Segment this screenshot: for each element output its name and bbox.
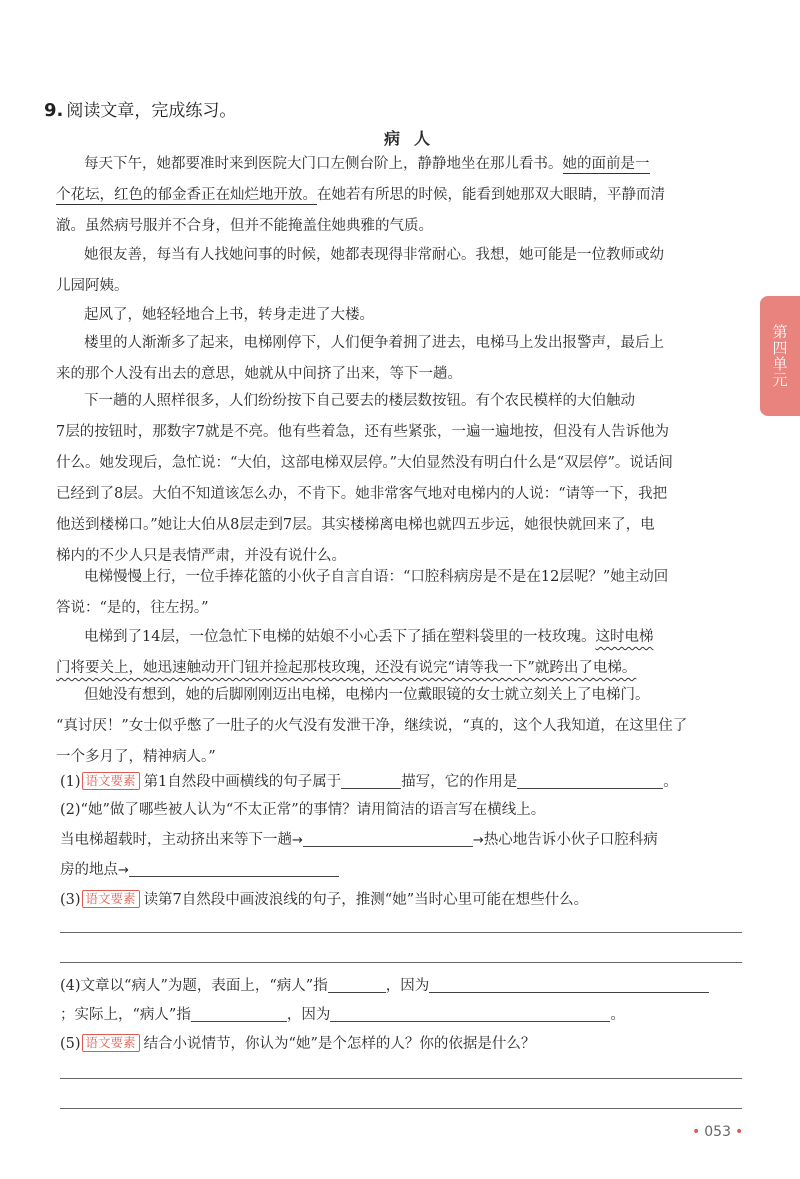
paragraph-text: 澈。虽然病号服并不合身，但并不能掩盖住她典雅的气质。 bbox=[56, 218, 433, 234]
paragraph-4 bbox=[56, 328, 756, 390]
answer-blank[interactable] bbox=[429, 976, 709, 993]
paragraph-5 bbox=[56, 386, 756, 572]
underlined-sentence: 她的面前是一 bbox=[562, 156, 650, 172]
paragraph-1 bbox=[56, 149, 756, 242]
question-text: 。 bbox=[663, 774, 678, 790]
page-number bbox=[688, 1124, 747, 1140]
question-text: 文章以“病人”为题，表面上，“病人”指 bbox=[80, 978, 328, 994]
badge-language-element: 语文要素 bbox=[82, 890, 140, 908]
exercise-heading bbox=[44, 96, 236, 121]
answer-blank[interactable] bbox=[341, 772, 401, 789]
exercise-number: 9. bbox=[44, 100, 64, 121]
paragraph-text: 儿园阿姨。 bbox=[56, 278, 129, 294]
question-number: (3) bbox=[60, 892, 81, 908]
paragraph-text: 已经到了8层。大伯不知道该怎么办，不肯下。她非常客气地对电梯内的人说：“请等一下，我把 bbox=[56, 486, 668, 502]
paragraph-text: 在她若有所思的时候，能看到她那双大眼睛，平静而清 bbox=[317, 187, 665, 203]
question-text: 描写，它的作用是 bbox=[401, 774, 518, 790]
question-text: 。 bbox=[610, 1007, 625, 1023]
question-text: 房的地点 bbox=[60, 862, 118, 878]
answer-blank[interactable] bbox=[303, 830, 473, 847]
answer-line[interactable] bbox=[60, 962, 742, 963]
paragraph-text: 来的那个人没有出去的意思，她就从中间挤了出来，等下一趟。 bbox=[56, 366, 462, 382]
unit-tab: 第四单元 bbox=[760, 296, 800, 416]
wavy-underlined-sentence: 门将要关上，她迅速触动开门钮并捡起那枝玫瑰，还没有说完“请等我一下”就跨出了电梯。 bbox=[56, 660, 637, 676]
paragraph-text: 一个多月了，精神病人。” bbox=[56, 749, 216, 765]
paragraph-2 bbox=[56, 240, 756, 302]
question-4 bbox=[60, 974, 709, 998]
paragraph-text: 他送到楼梯口。”她让大伯从8层走到7层。其实楼梯离电梯也就四五步远，她很快就回来了，电 bbox=[56, 517, 655, 533]
question-5 bbox=[60, 1032, 535, 1056]
wavy-underlined-sentence: 这时电梯 bbox=[595, 629, 654, 645]
paragraph-text: 电梯到了14层，一位急忙下电梯的姑娘不小心丢下了插在塑料袋里的一枝玫瑰。 bbox=[84, 629, 596, 645]
paragraph-6 bbox=[56, 562, 756, 624]
badge-language-element: 语文要素 bbox=[82, 1034, 140, 1052]
paragraph-text: “真讨厌！”女士似乎憋了一肚子的火气没有发泄干净，继续说，“真的，这个人我知道，在这里住了 bbox=[56, 718, 688, 734]
question-text: ，因为 bbox=[385, 978, 430, 994]
answer-line[interactable] bbox=[60, 1078, 742, 1079]
question-1 bbox=[60, 770, 678, 794]
question-4-line-2 bbox=[60, 1003, 625, 1027]
arrow-icon: → bbox=[292, 833, 303, 848]
answer-blank[interactable] bbox=[517, 772, 663, 789]
dot-icon: • bbox=[692, 1124, 701, 1140]
question-text: 读第7自然段中画波浪线的句子，推测“她”当时心里可能在想些什么。 bbox=[143, 892, 589, 908]
question-text: “她”做了哪些被人认为“不太正常”的事情？请用简洁的语言写在横线上。 bbox=[80, 802, 546, 818]
paragraph-text: 她很友善，每当有人找她问事的时候，她都表现得非常耐心。我想，她可能是一位教师或幼 bbox=[84, 247, 664, 263]
paragraph-text: 答说：“是的，往左拐。” bbox=[56, 600, 209, 616]
paragraph-text: 每天下午，她都要准时来到医院大门口左侧台阶上，静静地坐在那儿看书。 bbox=[84, 156, 563, 172]
arrow-icon: → bbox=[472, 833, 484, 848]
question-text: 第1自然段中画横线的句子属于 bbox=[143, 774, 342, 790]
article-title: 病人 bbox=[383, 129, 444, 148]
question-2-line-2 bbox=[60, 858, 339, 883]
underlined-sentence: 个花坛，红色的郁金香正在灿烂地开放。 bbox=[56, 187, 317, 203]
question-2-line-1 bbox=[60, 828, 658, 853]
question-text: ，因为 bbox=[286, 1007, 331, 1023]
question-number: (4) bbox=[60, 978, 81, 994]
question-number: (2) bbox=[60, 802, 81, 818]
paragraph-text: 楼里的人渐渐多了起来，电梯刚停下，人们便争着拥了进去，电梯马上发出报警声，最后上 bbox=[84, 335, 664, 351]
paragraph-text: 梯内的不少人只是表情严肃，并没有说什么。 bbox=[56, 548, 346, 564]
paragraph-text: 下一趟的人照样很多，人们纷纷按下自己要去的楼层数按钮。有个农民模样的大伯触动 bbox=[84, 393, 635, 409]
paragraph-text: 但她没有想到，她的后脚刚刚迈出电梯，电梯内一位戴眼镜的女士就立刻关上了电梯门。 bbox=[84, 687, 650, 703]
question-3 bbox=[60, 888, 588, 912]
question-number: (5) bbox=[60, 1036, 81, 1052]
question-2 bbox=[60, 798, 545, 822]
question-text: 热心地告诉小伙子口腔科病 bbox=[483, 832, 658, 848]
paragraph-text: 起风了，她轻轻地合上书，转身走进了大楼。 bbox=[84, 307, 374, 323]
dot-icon: • bbox=[735, 1124, 744, 1140]
question-text: 当电梯超载时，主动挤出来等下一趟 bbox=[60, 832, 292, 848]
question-number: (1) bbox=[60, 774, 81, 790]
paragraph-8 bbox=[56, 680, 756, 773]
paragraph-text: 什么。她发现后，急忙说：“大伯，这部电梯双层停。”大伯显然没有明白什么是“双层停”。说话间 bbox=[56, 455, 673, 471]
paragraph-text: 7层的按钮时，那数字7就是不亮。他有些着急，还有些紧张，一遍一遍地按，但没有人告诉他为 bbox=[56, 424, 669, 440]
paragraph-7 bbox=[56, 622, 756, 684]
page-number-text: 053 bbox=[704, 1124, 731, 1140]
answer-line[interactable] bbox=[60, 932, 742, 933]
answer-line[interactable] bbox=[60, 1108, 742, 1109]
exercise-instruction: 阅读文章，完成练习。 bbox=[66, 101, 237, 121]
answer-blank[interactable] bbox=[328, 976, 386, 993]
badge-language-element: 语文要素 bbox=[82, 772, 140, 790]
paragraph-3 bbox=[56, 300, 756, 331]
paragraph-text: 电梯慢慢上行，一位手捧花篮的小伙子自言自语：“口腔科病房是不是在12层呢？”她主动回 bbox=[84, 569, 669, 585]
answer-blank[interactable] bbox=[129, 860, 339, 877]
answer-blank[interactable] bbox=[330, 1005, 610, 1022]
answer-blank[interactable] bbox=[191, 1005, 287, 1022]
question-text: ；实际上，“病人”指 bbox=[60, 1007, 191, 1023]
arrow-icon: → bbox=[118, 863, 129, 878]
question-text: 结合小说情节，你认为“她”是个怎样的人？你的依据是什么？ bbox=[143, 1036, 536, 1052]
